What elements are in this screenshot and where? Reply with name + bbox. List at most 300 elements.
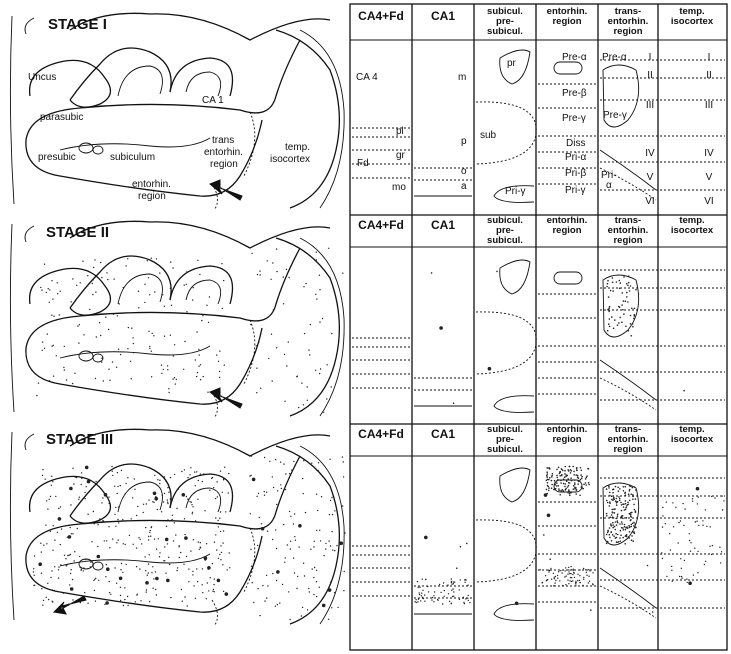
lesion-dot — [207, 392, 208, 393]
lesion-dot — [697, 551, 698, 552]
lesion-dot — [578, 477, 580, 479]
lesion-dot — [307, 400, 308, 401]
lesion-dot — [203, 473, 204, 474]
lesion-dot — [624, 492, 626, 494]
lesion-dot — [95, 600, 96, 601]
lesion-dot — [135, 601, 136, 602]
lesion-dot — [465, 598, 466, 599]
lesion-dot — [68, 535, 72, 539]
lesion-dot — [75, 476, 76, 477]
lesion-dot — [159, 480, 160, 481]
lesion-dot — [271, 334, 272, 335]
panel-brace — [10, 224, 14, 412]
layer-pl: pl — [396, 126, 404, 137]
lesion-dot — [606, 500, 608, 502]
ca-loop — [170, 266, 233, 304]
lesion-dot — [551, 480, 553, 482]
lesion-dot — [580, 474, 582, 476]
column-header-1-line-0: CA1 — [430, 427, 456, 441]
lesion-dot — [44, 264, 45, 265]
column-header-2-line-2: subicul. — [487, 444, 523, 455]
lesion-dot — [192, 512, 193, 513]
lesion-dot — [71, 533, 72, 534]
lesion-dot — [138, 307, 139, 308]
lesion-dot — [182, 493, 186, 497]
lesion-dot — [452, 588, 453, 589]
lesion-dot — [293, 461, 294, 462]
lesion-dot — [611, 514, 613, 516]
lesion-dot — [51, 315, 52, 316]
lesion-dot — [610, 532, 612, 534]
isocortex-inner — [300, 446, 344, 624]
lesion-dot — [164, 493, 165, 494]
lesion-dot — [217, 496, 218, 497]
lesion-dot — [488, 367, 492, 371]
lesion-dot — [628, 536, 630, 538]
lesion-dot — [451, 603, 452, 604]
lesion-dot — [144, 302, 145, 303]
lesion-dot — [290, 516, 291, 517]
lesion-dot — [548, 571, 549, 572]
roman-layer-IV: IV — [704, 148, 714, 159]
lesion-dot — [167, 499, 168, 500]
lesion-dot — [290, 548, 291, 549]
lesion-dot — [318, 470, 319, 471]
column-header-3-line-0: entorhin. — [546, 215, 588, 226]
lesion-dot — [112, 361, 113, 362]
lesion-dot — [286, 365, 287, 366]
lesion-dot — [52, 589, 53, 590]
lesion-dot — [566, 480, 568, 482]
isocortex-outer — [276, 446, 339, 624]
lesion-dot — [334, 592, 335, 593]
table-frame — [350, 4, 727, 650]
lesion-dot — [151, 258, 152, 259]
lesion-dot — [303, 404, 304, 405]
lesion-dot — [228, 492, 229, 493]
lesion-dot — [81, 472, 82, 473]
lesion-dot — [565, 489, 567, 491]
lesion-dot — [606, 513, 608, 515]
lesion-dot — [453, 591, 454, 592]
lesion-dot — [289, 473, 290, 474]
lesion-dot — [188, 581, 189, 582]
lesion-dot — [60, 506, 61, 507]
lesion-dot — [58, 569, 59, 570]
lesion-dot — [612, 534, 614, 536]
lesion-dot — [192, 506, 193, 507]
lesion-dot — [585, 478, 587, 480]
lesion-dot — [555, 482, 557, 484]
lesion-dot — [608, 323, 610, 325]
lesion-dot — [419, 594, 420, 595]
lesion-dot — [173, 540, 174, 541]
lesion-dot — [615, 537, 617, 539]
lesion-dot — [55, 496, 56, 497]
lesion-dot — [723, 500, 724, 501]
lesion-dot — [118, 522, 119, 523]
column-header-2-line-1: pre- — [496, 225, 514, 236]
lesion-dot — [47, 509, 48, 510]
lesion-dot — [588, 484, 590, 486]
lesion-dot — [632, 323, 634, 325]
lesion-dot — [193, 539, 194, 540]
lesion-dot — [302, 478, 303, 479]
lesion-dot — [279, 602, 280, 603]
lesion-dot — [316, 252, 317, 253]
lesion-dot — [176, 379, 177, 380]
lesion-dot — [180, 552, 181, 553]
lesion-dot — [453, 581, 454, 582]
lesion-dot — [558, 467, 560, 469]
lesion-dot — [262, 585, 263, 586]
column-header-4-line-2: region — [613, 444, 643, 455]
lesion-dot — [309, 591, 310, 592]
lesion-dot — [298, 524, 302, 528]
lesion-dot — [105, 576, 106, 577]
lesion-dot — [200, 364, 201, 365]
roman-layer-II: II — [706, 70, 712, 81]
column-header-4-line-0: trans- — [614, 6, 642, 17]
lesion-dot — [163, 501, 164, 502]
lesion-dot — [624, 543, 626, 545]
lesion-dot — [34, 555, 35, 556]
lesion-dot — [606, 543, 608, 545]
lesion-dot — [170, 261, 171, 262]
lesion-dot — [684, 508, 685, 509]
lesion-dot — [546, 476, 548, 478]
lesion-dot — [60, 291, 61, 292]
lesion-dot — [252, 582, 253, 583]
lesion-dot — [34, 575, 35, 576]
table-block-1 — [352, 50, 725, 202]
lesion-dot — [447, 584, 448, 585]
lesion-dot — [276, 548, 277, 549]
lesion-dot — [133, 343, 134, 344]
lesion-dot — [570, 577, 571, 578]
lesion-dot — [161, 364, 162, 365]
lesion-dot — [456, 567, 458, 569]
column-header-2-line-2: subicul. — [487, 235, 523, 246]
trans-band — [603, 275, 639, 337]
lesion-dot — [91, 541, 92, 542]
lesion-dot — [343, 590, 344, 591]
lesion-dot — [448, 593, 449, 594]
lesion-dot — [163, 369, 164, 370]
lesion-dot — [108, 503, 109, 504]
lesion-dot — [344, 532, 345, 533]
lesion-dot — [288, 341, 289, 342]
lesion-dot — [609, 495, 611, 497]
lesion-dot — [122, 519, 123, 520]
lesion-dot — [105, 317, 106, 318]
lesion-dot — [431, 272, 433, 274]
lesion-dot — [164, 546, 165, 547]
lesion-dot — [223, 530, 224, 531]
lesion-dot — [50, 577, 51, 578]
lesion-dot — [555, 580, 556, 581]
lesion-dot — [569, 493, 571, 495]
lesion-dot — [710, 526, 711, 527]
lesion-dot — [630, 512, 632, 514]
lesion-dot — [422, 597, 423, 598]
lesion-dot — [80, 602, 81, 603]
lesion-dot — [148, 331, 149, 332]
lesion-dot — [98, 580, 99, 581]
table-block-3 — [352, 466, 725, 621]
lesion-dot — [116, 542, 117, 543]
column-header-1-line-0: CA1 — [430, 9, 456, 23]
lesion-dot — [580, 479, 582, 481]
lesion-dot — [444, 590, 445, 591]
lesion-dot — [585, 482, 587, 484]
lesion-dot — [566, 575, 567, 576]
lesion-dot — [629, 513, 631, 515]
lesion-dot — [453, 583, 454, 584]
roman-layer-I: I — [707, 52, 711, 63]
lesion-dot — [133, 352, 134, 353]
lesion-dot — [711, 554, 712, 555]
lesion-dot — [714, 497, 715, 498]
lesion-dot — [51, 570, 52, 571]
lesion-dot — [631, 524, 633, 526]
lesion-dot — [100, 335, 101, 336]
lesion-dot — [540, 569, 541, 570]
lesion-dot — [173, 355, 174, 356]
lesion-dot — [686, 578, 687, 579]
lesion-dot — [459, 589, 460, 590]
lesion-dot — [563, 483, 565, 485]
lesion-dot — [332, 514, 333, 515]
lesion-dot — [574, 577, 575, 578]
lesion-dot — [690, 542, 691, 543]
lesion-dot — [459, 599, 460, 600]
lesion-dot — [49, 302, 50, 303]
lesion-dot — [496, 271, 498, 273]
lesion-dot — [290, 541, 291, 542]
lesion-dot — [692, 498, 693, 499]
lesion-dot — [183, 564, 184, 565]
lesion-dot — [101, 358, 102, 359]
lesion-dot — [298, 407, 299, 408]
lesion-dot — [630, 519, 632, 521]
pre-alpha-island — [554, 62, 582, 74]
lesion-dot — [613, 535, 615, 537]
lesion-dot — [153, 492, 157, 496]
lesion-dot — [550, 568, 551, 569]
lesion-dot — [77, 528, 78, 529]
lesion-dot — [606, 534, 608, 536]
gyrus-loop — [70, 464, 171, 516]
lesion-dot — [220, 559, 221, 560]
lesion-dot — [316, 259, 317, 260]
lesion-dot — [53, 345, 54, 346]
lesion-dot — [607, 309, 609, 311]
lesion-dot — [90, 566, 91, 567]
lesion-dot — [467, 598, 468, 599]
lesion-dot — [60, 564, 61, 565]
lesion-dot — [228, 473, 229, 474]
lesion-dot — [195, 598, 196, 599]
layer-pre-b: Pre-β — [562, 88, 587, 99]
lesion-dot — [125, 483, 126, 484]
lesion-dot — [184, 536, 188, 540]
lesion-dot — [138, 537, 139, 538]
lesion-dot — [54, 590, 55, 591]
lesion-dot — [49, 499, 50, 500]
column-header-5-line-0: temp. — [679, 6, 705, 17]
lesion-dot — [617, 522, 619, 524]
lesion-dot — [68, 604, 69, 605]
lesion-dot — [218, 526, 219, 527]
lesion-dot — [222, 564, 223, 565]
lesion-dot — [428, 591, 429, 592]
lesion-dot — [56, 355, 57, 356]
lesion-dot — [283, 463, 284, 464]
lesion-dot — [567, 579, 568, 580]
lesion-dot — [196, 376, 197, 377]
lesion-dot — [626, 505, 628, 507]
lesion-dot — [609, 505, 611, 507]
lesion-dot — [267, 585, 268, 586]
lesion-dot — [123, 543, 124, 544]
lesion-dot — [151, 351, 152, 352]
lesion-dot — [223, 591, 224, 592]
lesion-dot — [177, 567, 178, 568]
lesion-dot — [206, 598, 207, 599]
lesion-dot — [114, 514, 115, 515]
lesion-dot — [108, 369, 109, 370]
column-header-2-line-1: pre- — [496, 434, 514, 445]
lesion-dot — [206, 543, 207, 544]
lesion-dot — [633, 504, 635, 506]
lesion-dot — [464, 579, 465, 580]
lesion-dot — [301, 615, 302, 616]
lesion-dot — [297, 576, 298, 577]
lesion-dot — [432, 597, 433, 598]
lesion-dot — [548, 487, 550, 489]
lesion-dot — [579, 569, 580, 570]
lesion-dot — [572, 466, 574, 468]
lesion-dot — [54, 566, 55, 567]
lesion-dot — [259, 517, 260, 518]
lesion-dot — [172, 378, 173, 379]
lesion-dot — [38, 382, 39, 383]
lesion-dot — [159, 552, 160, 553]
lesion-dot — [621, 304, 623, 306]
lesion-dot — [90, 562, 91, 563]
lesion-dot — [625, 326, 627, 328]
ca-loop — [170, 58, 233, 96]
lesion-dot — [451, 581, 452, 582]
lesion-dot — [671, 570, 672, 571]
pri-shape — [494, 604, 534, 621]
lesion-dot — [120, 569, 121, 570]
lesion-dot — [48, 599, 49, 600]
lesion-dot — [64, 555, 65, 556]
lesion-dot — [72, 468, 73, 469]
lesion-dot — [282, 584, 283, 585]
lesion-dot — [546, 579, 547, 580]
lesion-dot — [625, 500, 627, 502]
lesion-dot — [702, 520, 703, 521]
lesion-dot — [569, 495, 571, 497]
lesion-dot — [53, 376, 54, 377]
column-header-3-line-1: region — [552, 16, 582, 27]
lesion-dot — [631, 308, 633, 310]
lesion-dot — [51, 280, 52, 281]
lesion-dot — [80, 282, 81, 283]
lesion-dot — [198, 480, 199, 481]
lesion-dot — [264, 491, 265, 492]
ca-inner — [186, 280, 221, 304]
lesion-dot — [626, 283, 628, 285]
layer-t-pre-a: Pre-α — [602, 52, 627, 63]
column-header-2-line-0: subicul. — [487, 215, 523, 226]
lesion-dot — [621, 515, 623, 517]
lesion-dot — [304, 333, 305, 334]
lesion-dot — [574, 482, 576, 484]
lesion-dot — [222, 542, 223, 543]
lesion-dot — [276, 271, 277, 272]
lesion-dot — [70, 527, 71, 528]
lesion-dot — [70, 554, 71, 555]
lesion-dot — [93, 267, 94, 268]
lesion-dot — [619, 537, 621, 539]
lesion-dot — [326, 364, 327, 365]
lesion-dot — [269, 461, 270, 462]
lesion-dot — [216, 354, 217, 355]
lesion-dot — [620, 282, 622, 284]
lesion-dot — [172, 515, 173, 516]
lesion-dot — [106, 540, 107, 541]
lesion-dot — [72, 579, 73, 580]
lesion-dot — [250, 549, 251, 550]
lesion-dot — [546, 475, 548, 477]
lesion-dot — [673, 526, 674, 527]
lesion-dot — [108, 329, 109, 330]
lesion-dot — [125, 265, 126, 266]
lesion-dot — [79, 556, 80, 557]
lesion-dot — [609, 527, 611, 529]
column-header-2-line-0: subicul. — [487, 6, 523, 17]
lesion-dot — [223, 280, 224, 281]
lesion-dot — [126, 564, 127, 565]
lesion-dot — [78, 342, 79, 343]
lesion-dot — [606, 515, 608, 517]
lesion-dot — [679, 576, 680, 577]
lesion-dot — [618, 496, 620, 498]
label-presubic: presubic — [38, 152, 76, 163]
lesion-dot — [623, 276, 625, 278]
lesion-dot — [148, 572, 149, 573]
roman-layer-labels — [645, 52, 714, 207]
lesion-dot — [151, 376, 152, 377]
layer-m: m — [458, 72, 467, 83]
lesion-dot — [564, 473, 566, 475]
lesion-dot — [186, 284, 187, 285]
lesion-dot — [71, 301, 72, 302]
lesion-dot — [159, 272, 160, 273]
lesion-dot — [698, 525, 699, 526]
lesion-dot — [280, 484, 281, 485]
lesion-dot — [684, 560, 685, 561]
lesion-dot — [132, 497, 133, 498]
lesion-dot — [631, 539, 633, 541]
lesion-dot — [161, 511, 162, 512]
lesion-dot — [612, 282, 614, 284]
lesion-dot — [305, 283, 306, 284]
